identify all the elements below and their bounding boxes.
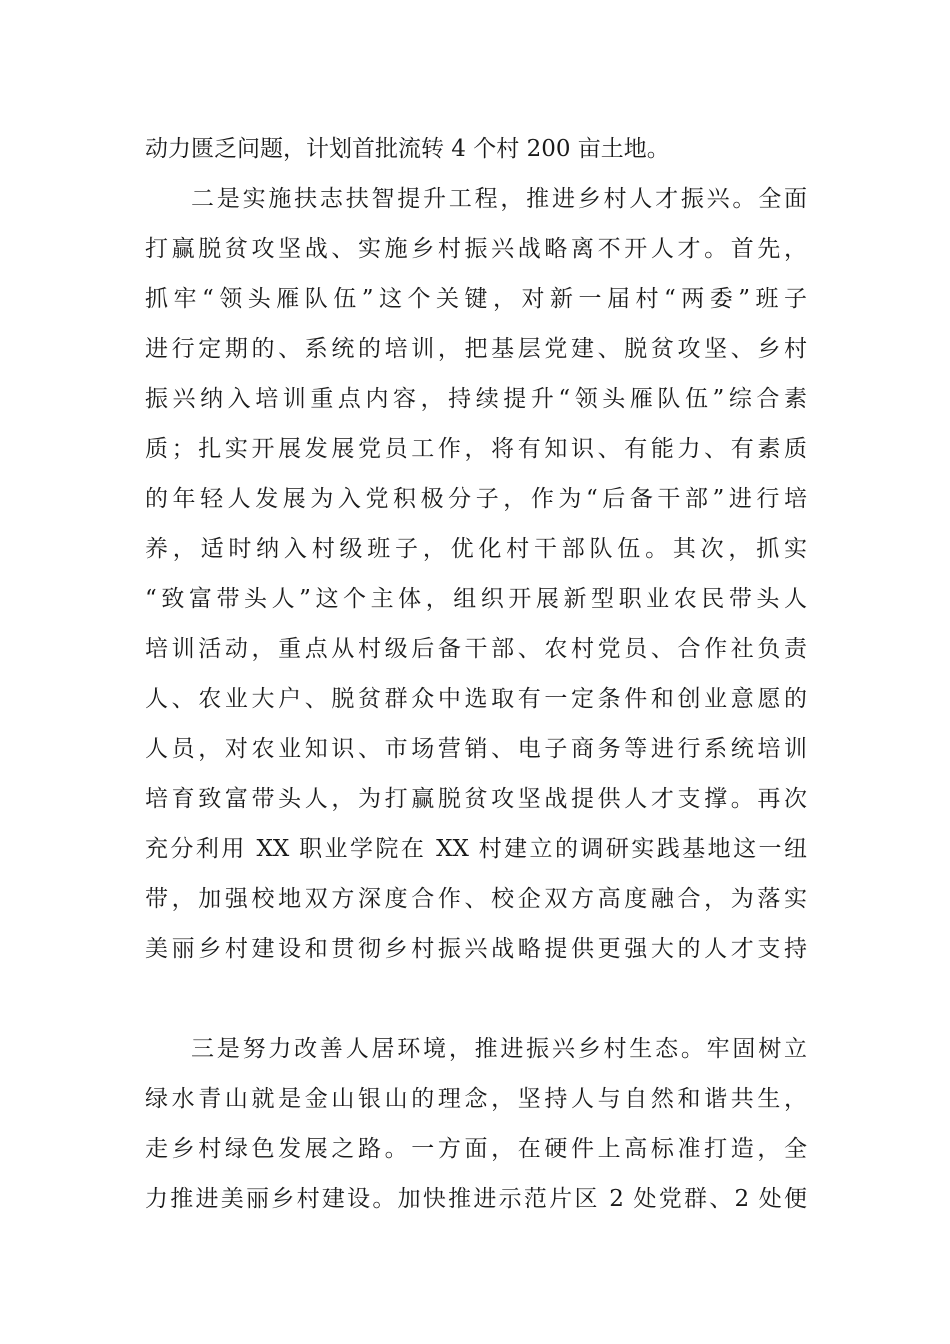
text-line: 培训活动，重点从村级后备干部、农村党员、合作社负责 xyxy=(145,636,807,662)
paragraph-talent-revitalization xyxy=(145,174,807,974)
text-line: 培育致富带头人，为打赢脱贫攻坚战提供人才支撑。再次 xyxy=(145,786,807,812)
text-line: 质；扎实开展发展党员工作，将有知识、有能力、有素质 xyxy=(145,436,807,462)
text-line: 进行定期的、系统的培训，把基层党建、脱贫攻坚、乡村 xyxy=(145,336,807,362)
text-line: “致富带头人”这个主体，组织开展新型职业农民带头人 xyxy=(145,586,807,612)
text-line: 充分利用 XX 职业学院在 XX 村建立的调研实践基地这一纽 xyxy=(145,836,807,862)
paragraph-ecology-revitalization xyxy=(145,1024,807,1224)
text-line: 的年轻人发展为入党积极分子，作为“后备干部”进行培 xyxy=(145,486,807,512)
text-line: 抓牢“领头雁队伍”这个关键，对新一届村“两委”班子 xyxy=(145,286,807,312)
text-line: 力推进美丽乡村建设。加快推进示范片区 2 处党群、2 处便 xyxy=(145,1186,807,1212)
text-line: 绿水青山就是金山银山的理念，坚持人与自然和谐共生， xyxy=(145,1086,807,1112)
text-line: 带，加强校地双方深度合作、校企双方高度融合，为落实 xyxy=(145,886,807,912)
text-line: 二是实施扶志扶智提升工程，推进乡村人才振兴。全面 xyxy=(191,186,807,212)
text-line: 人、农业大户、脱贫群众中选取有一定条件和创业意愿的 xyxy=(145,686,807,712)
text-line: 动力匮乏问题，计划首批流转 4 个村 200 亩土地。 xyxy=(145,136,670,162)
text-line: 三是努力改善人居环境，推进振兴乡村生态。牢固树立 xyxy=(191,1036,807,1062)
paragraph-continuation xyxy=(145,124,807,174)
text-line: 养，适时纳入村级班子，优化村干部队伍。其次，抓实 xyxy=(145,536,807,562)
text-line: 振兴纳入培训重点内容，持续提升“领头雁队伍”综合素 xyxy=(145,386,807,412)
text-line: 走乡村绿色发展之路。一方面，在硬件上高标准打造，全 xyxy=(145,1136,807,1162)
text-line: 人员，对农业知识、市场营销、电子商务等进行系统培训 xyxy=(145,736,807,762)
text-line: 打赢脱贫攻坚战、实施乡村振兴战略离不开人才。首先， xyxy=(145,236,807,262)
text-line: 美丽乡村建设和贯彻乡村振兴战略提供更强大的人才支持 xyxy=(145,936,807,962)
